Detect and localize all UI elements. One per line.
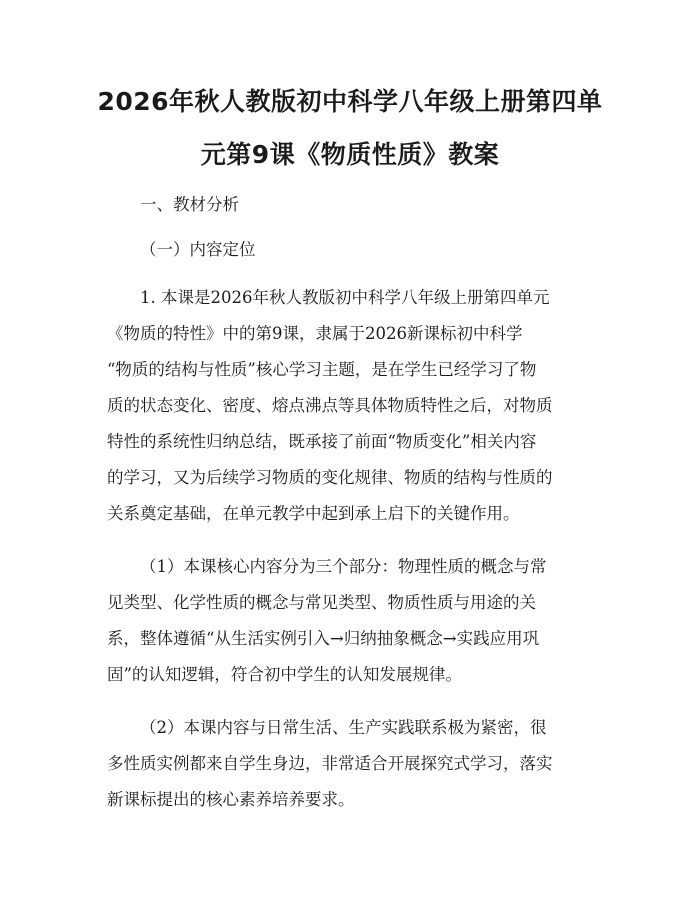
paragraph-line: 新课标提出的核心素养培养要求。 [107, 790, 355, 809]
paragraph-line: 的学习，又为后续学习物质的变化规律、物质的结构与性质的 [107, 468, 553, 487]
paragraph-line: 多性质实例都来自学生身边，非常适合开展探究式学习，落实 [107, 754, 553, 773]
paragraph-line: 特性的系统性归纳总结，既承接了前面“物质变化”相关内容 [107, 432, 537, 451]
section-heading: 一、教材分析 [140, 195, 239, 214]
paragraph-line: 质的状态变化、密度、熔点沸点等具体物质特性之后，对物质 [107, 396, 553, 415]
paragraph-line: 关系奠定基础，在单元教学中起到承上启下的关键作用。 [107, 504, 520, 523]
paragraph-line: 固”的认知逻辑，符合初中学生的认知发展规律。 [107, 665, 462, 684]
subsection-heading: （一）内容定位 [140, 240, 256, 259]
paragraph-line: 见类型、化学性质的概念与常见类型、物质性质与用途的关 [107, 593, 536, 612]
document-title-line-1: 2026年秋人教版初中科学八年级上册第四单 [97, 87, 603, 116]
paragraph-line: 1. 本课是2026年秋人教版初中科学八年级上册第四单元 [140, 288, 550, 307]
paragraph-line: （1）本课核心内容分为三个部分：物理性质的概念与常 [140, 557, 547, 576]
paragraph-line: （2）本课内容与日常生活、生产实践联系极为紧密，很 [140, 718, 547, 737]
paragraph-line: “物质的结构与性质”核心学习主题，是在学生已经学习了物 [107, 360, 537, 379]
paragraph-line: 《物质的特性》中的第9课，隶属于2026新课标初中科学 [107, 324, 523, 343]
document-title-line-2: 元第9课《物质性质》教案 [200, 140, 500, 169]
paragraph-line: 系，整体遵循“从生活实例引入→归纳抽象概念→实践应用巩 [107, 629, 540, 648]
